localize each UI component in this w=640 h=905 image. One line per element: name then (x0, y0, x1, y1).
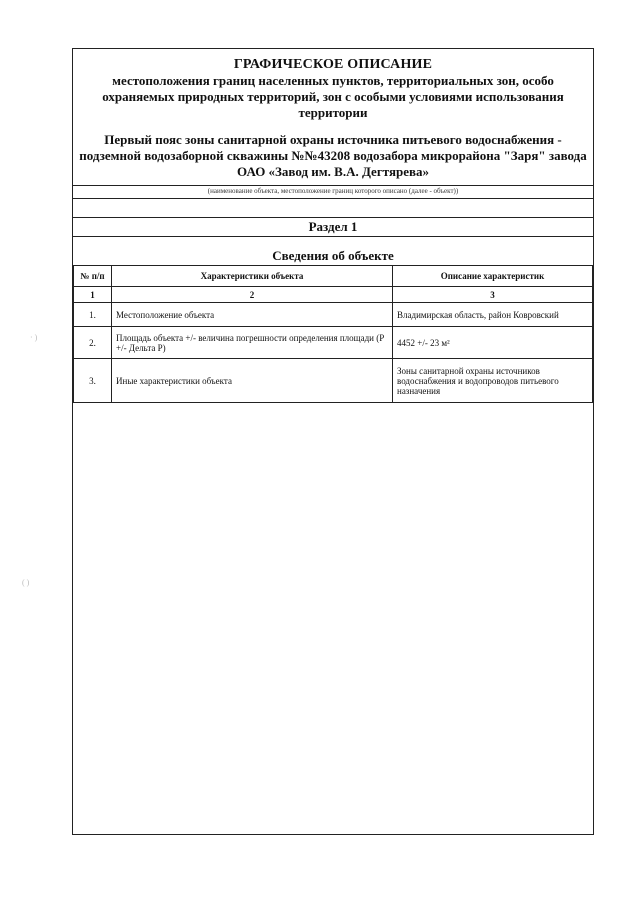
row-number: 3. (74, 359, 112, 403)
section-label: Раздел 1 (308, 219, 358, 234)
column-number: 1 (74, 287, 112, 303)
table-row (74, 359, 593, 403)
document-frame (72, 48, 594, 835)
header-characteristic: Характеристики объекта (112, 266, 393, 287)
table-row (74, 303, 593, 327)
document-subtitle: местоположения границ населенных пунктов, территориальных зон, особо охраняемых природных территорий, зон с особыми условиями использования территории (102, 73, 564, 120)
column-number: 3 (393, 287, 593, 303)
row-characteristic: Площадь объекта +/- величина погрешности определения площади (P +/- Дельта P) (112, 327, 393, 359)
table-row (74, 327, 593, 359)
document-header (73, 49, 593, 180)
margin-mark: ( ) (22, 578, 30, 587)
object-name: Первый пояс зоны санитарной охраны источника питьевого водоснабжения - подземной водозаборной скважины №№43208 водозабора микрорайона "Заря" завода ОАО «Завод им. В.А. Дегтярева» (79, 132, 587, 179)
row-number: 2. (74, 327, 112, 359)
document-title: ГРАФИЧЕСКОЕ ОПИСАНИЕ (233, 57, 433, 72)
object-info-table (73, 265, 593, 403)
column-number: 2 (112, 287, 393, 303)
object-caption: (наименование объекта, местоположение границ которого описано (далее - объект)) (207, 187, 459, 195)
section-title: Сведения об объекте (272, 248, 394, 263)
header-number: № п/п (74, 266, 112, 287)
row-description: Владимирская область, район Ковровский (393, 303, 593, 327)
row-description: 4452 +/- 23 м² (393, 327, 593, 359)
row-characteristic: Местоположение объекта (112, 303, 393, 327)
row-description: Зоны санитарной охраны источников водоснабжения и водопроводов питьевого назначения (393, 359, 593, 403)
row-number: 1. (74, 303, 112, 327)
row-characteristic: Иные характеристики объекта (112, 359, 393, 403)
margin-mark: · ) (30, 333, 38, 342)
header-description: Описание характеристик (393, 266, 593, 287)
